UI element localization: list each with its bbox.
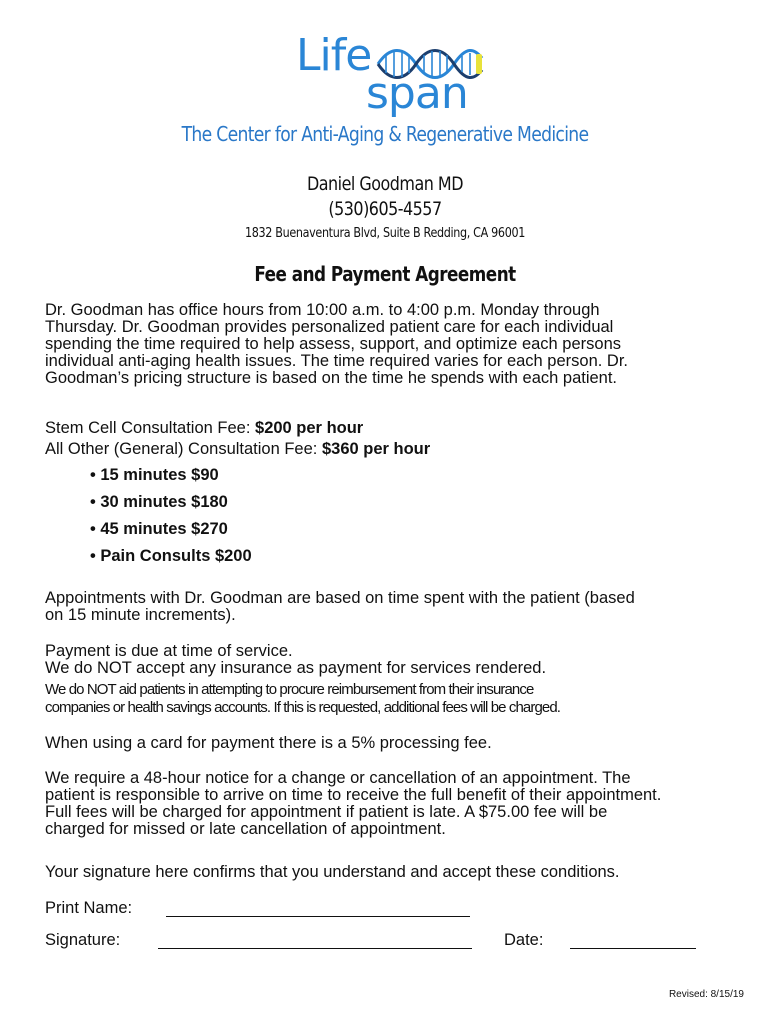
- intro-line: Dr. Goodman has office hours from 10:00 a.m. to 4:00 p.m. Monday through: [45, 301, 600, 319]
- lifespan-logo: [290, 30, 490, 130]
- address: 1832 Buenaventura Blvd, Suite B Redding, CA 96001: [244, 226, 526, 241]
- print-name-field[interactable]: [166, 916, 470, 917]
- signature-statement: Your signature here confirms that you understand and accept these conditions.: [45, 863, 620, 881]
- print-name-label: Print Name:: [45, 899, 133, 917]
- intro-line: Goodman’s pricing structure is based on the time he spends with each patient.: [45, 369, 618, 387]
- center-title: The Center for Anti-Aging & Regenerative Medicine: [181, 122, 589, 146]
- document-title: Fee and Payment Agreement: [254, 262, 516, 286]
- doctor-name: Daniel Goodman MD: [306, 173, 463, 195]
- reimbursement-line: companies or health savings accounts. If this is requested, additional fees will be charged.: [45, 699, 561, 716]
- appointments-paragraph: [45, 590, 735, 624]
- cancellation-line: Full fees will be charged for appointment if patient is late. A $75.00 fee will be: [45, 803, 608, 821]
- appointments-line: Appointments with Dr. Goodman are based on time spent with the patient (based: [45, 589, 635, 607]
- signature-label: Signature:: [45, 931, 121, 949]
- phone-number: (530)605-4557: [328, 198, 442, 220]
- list-item: • 30 minutes $180: [90, 493, 228, 511]
- payment-paragraph: [45, 643, 735, 677]
- general-consultation-fee: [45, 440, 430, 459]
- list-item: • Pain Consults $200: [90, 547, 252, 565]
- date-field[interactable]: [570, 948, 696, 949]
- intro-line: individual anti-aging health issues. The time required varies for each person. Dr.: [45, 352, 629, 370]
- cancellation-line: charged for missed or late cancellation of appointment.: [45, 820, 446, 838]
- cancellation-line: We require a 48-hour notice for a change or cancellation of an appointment. The: [45, 769, 631, 787]
- date-label: Date:: [504, 931, 544, 949]
- cancellation-paragraph: [45, 770, 735, 838]
- payment-line: Payment is due at time of service.: [45, 642, 293, 660]
- reimbursement-paragraph: [45, 681, 735, 717]
- fee-value: $200 per hour: [255, 419, 364, 437]
- list-item: • 15 minutes $90: [90, 466, 219, 484]
- logo-text-life: Life: [296, 30, 372, 81]
- stem-cell-fee: [45, 419, 363, 438]
- intro-line: spending the time required to help assess, support, and optimize each persons: [45, 335, 622, 353]
- fee-value: $360 per hour: [321, 440, 431, 458]
- appointments-line: on 15 minute increments).: [45, 606, 236, 624]
- cancellation-line: patient is responsible to arrive on time to receive the full benefit of their appointment.: [45, 786, 662, 804]
- intro-line: Thursday. Dr. Goodman provides personalized patient care for each individual: [45, 318, 614, 336]
- fee-bullet-list: [90, 465, 252, 573]
- intro-paragraph: [45, 302, 735, 387]
- fee-label: All Other (General) Consultation Fee:: [45, 440, 322, 458]
- list-item: • 45 minutes $270: [90, 520, 228, 538]
- payment-line: We do NOT accept any insurance as payment for services rendered.: [45, 659, 547, 677]
- reimbursement-line: We do NOT aid patients in attempting to procure reimbursement from their insurance: [45, 681, 534, 698]
- fee-label: Stem Cell Consultation Fee:: [45, 419, 256, 437]
- logo-text-span: span: [366, 68, 468, 119]
- signature-field[interactable]: [158, 948, 472, 949]
- revised-date: Revised: 8/15/19: [668, 989, 744, 1000]
- card-fee-paragraph: When using a card for payment there is a 5% processing fee.: [45, 734, 492, 752]
